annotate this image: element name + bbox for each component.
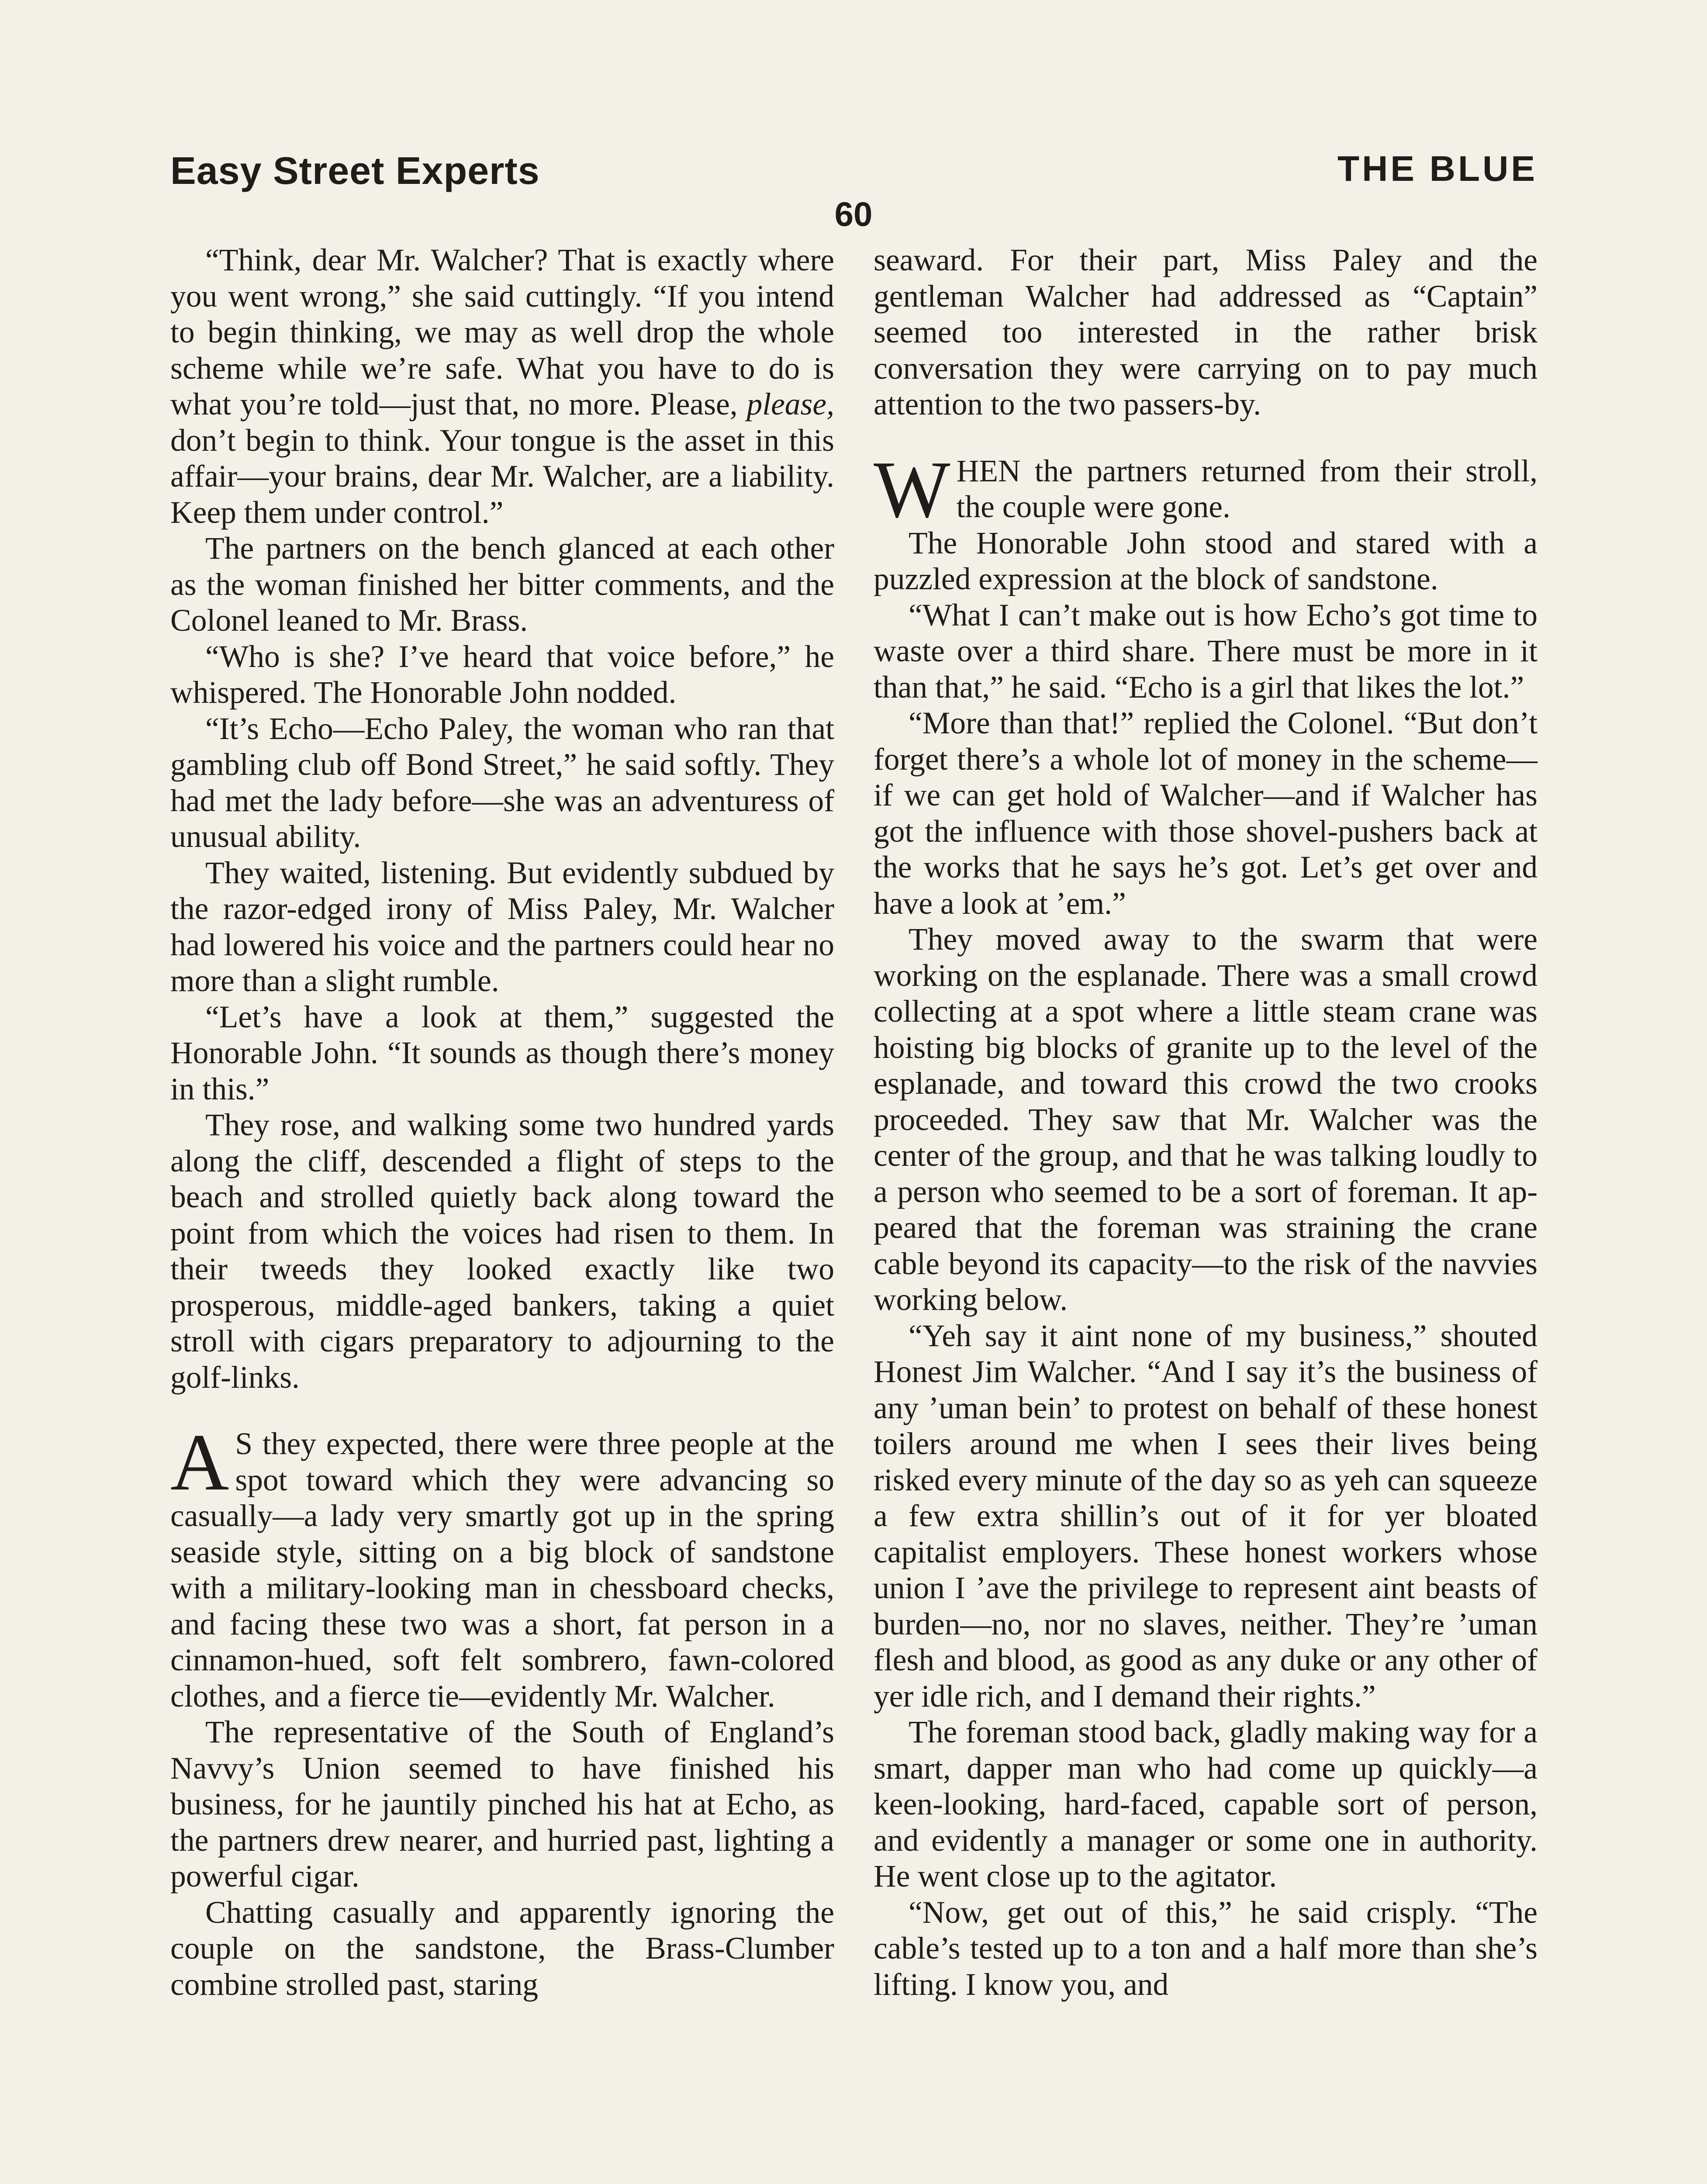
drop-cap: W: [874, 444, 950, 535]
paragraph: “Yeh say it aint none of my business,” shouted Honest Jim Walcher. “And I say it’s the business of any ’uman bein’ to protest on behalf of these honest toilers around me when I sees their lives being risked every minute of the day so as yeh can squeeze a few extra shillin’s out of it for yer bloated capitalist employers. These honest workers whose union I ’ave the privilege to represent aint beasts of burden—no, nor no slaves, neither. They’re ’uman flesh and blood, as good as any duke or any other of yer idle rich, and I demand their rights.”: [874, 1318, 1538, 1714]
page-number: 60: [834, 195, 873, 233]
paragraph: “What I can’t make out is how Echo’s got time to waste over a third share. There must be more in it than that,” he said. “Echo is a girl that likes the lot.”: [874, 598, 1538, 705]
left-column: [170, 242, 834, 2003]
paragraph: “Let’s have a look at them,” suggested the Honorable John. “It sounds as though there’s money in this.”: [170, 999, 834, 1106]
paragraph: “Now, get out of this,” he said crisply. “The cable’s tested up to a ton and a half more than she’s lifting. I know you, and: [874, 1895, 1538, 2002]
right-column: [874, 242, 1538, 2003]
paragraph: They waited, listening. But evidently subdued by the razor-edged irony of Miss Paley, Mr. Walcher had lowered his voice and the partners could hear no more than a slight rumble.: [170, 855, 834, 998]
paragraph: “Think, dear Mr. Walcher? That is exactly where you went wrong,” she said cuttingly. “If you intend to begin thinking, we may as well drop the whole scheme while we’re safe. What you have to do is what you’re told—just that, no more. Please, please, don’t begin to think. Your tongue is the asset in this affair—your brains, dear Mr. Walcher, are a liability. Keep them under control.”: [170, 243, 834, 530]
paragraph: “It’s Echo—Echo Paley, the woman who ran that gambling club off Bond Street,” he said softly. They had met the lady before—she was an adventuress of unusual ability.: [170, 711, 834, 854]
section-paragraph: WHEN the partners returned from their stroll, the couple were gone.: [874, 444, 1538, 535]
paragraph: The partners on the bench glanced at each other as the woman finished her bitter comments, and the Colonel leaned to Mr. Brass.: [170, 531, 834, 638]
story-title: Easy Street Experts: [170, 149, 540, 192]
paragraph: The Honorable John stood and stared with a puzzled expression at the block of sandstone.: [874, 525, 1538, 596]
drop-cap: A: [170, 1417, 229, 1507]
paragraph: Chatting casually and apparently ignoring the couple on the sandstone, the Brass-Clumber combine strolled past, staring: [170, 1895, 834, 2002]
paragraph: “Who is she? I’ve heard that voice before,” he whispered. The Honorable John nodded.: [170, 639, 834, 710]
section-paragraph: A S they expected, there were three people at the spot toward which they were advancing so casually—a lady very smartly got up in the spring seaside style, sitting on a big block of sandstone with a military-looking man in chessboard checks, and facing these two was a short, fat person in a cinnamon-hued, soft felt sombrero, fawn-colored clothes, and a fierce tie—evidently Mr. Walcher.: [170, 1417, 834, 1714]
paragraph: “More than that!” replied the Colonel. “But don’t forget there’s a whole lot of money in the scheme—if we can get hold of Walcher—and if Walcher has got the influence with those shovel-pushers back at the works that he says he’s got. Let’s get over and have a look at ’em.”: [874, 706, 1538, 921]
paragraph: The representative of the South of England’s Navvy’s Union seemed to have finished his business, for he jauntily pinched his hat at Echo, as the partners drew nearer, and hurried past, lighting a powerful cigar.: [170, 1715, 834, 1894]
paragraph: They rose, and walking some two hundred yards along the cliff, descended a flight of steps to the beach and strolled quietly back along toward the point from which the voices had risen to them. In their tweeds they looked exactly like two prosperous, middle-aged bankers, taking a quiet stroll with cigars preparatory to adjourning to the golf-links.: [170, 1108, 834, 1395]
magazine-name: THE BLUE: [1337, 149, 1538, 189]
paragraph: seaward. For their part, Miss Paley and the gentleman Walcher had addressed as “Captain” seemed too interested in the rather brisk conversation they were carrying on to pay much attention to the two passers-by.: [874, 243, 1538, 422]
paragraph: They moved away to the swarm that were working on the esplanade. There was a small crowd collecting at a spot where a little steam crane was hoisting big blocks of granite up to the level of the esplanade, and toward this crowd the two crooks proceeded. They saw that Mr. Walcher was the center of the group, and that he was talking loudly to a person who seemed to be a sort of foreman. It appeared that the foreman was straining the crane cable beyond its capacity—to the risk of the navvies working below.: [874, 922, 1538, 1317]
paragraph: The foreman stood back, gladly making way for a smart, dapper man who had come up quickly—a keen-looking, hard-faced, capable sort of person, and evidently a manager or some one in authority. He went close up to the agitator.: [874, 1715, 1538, 1894]
